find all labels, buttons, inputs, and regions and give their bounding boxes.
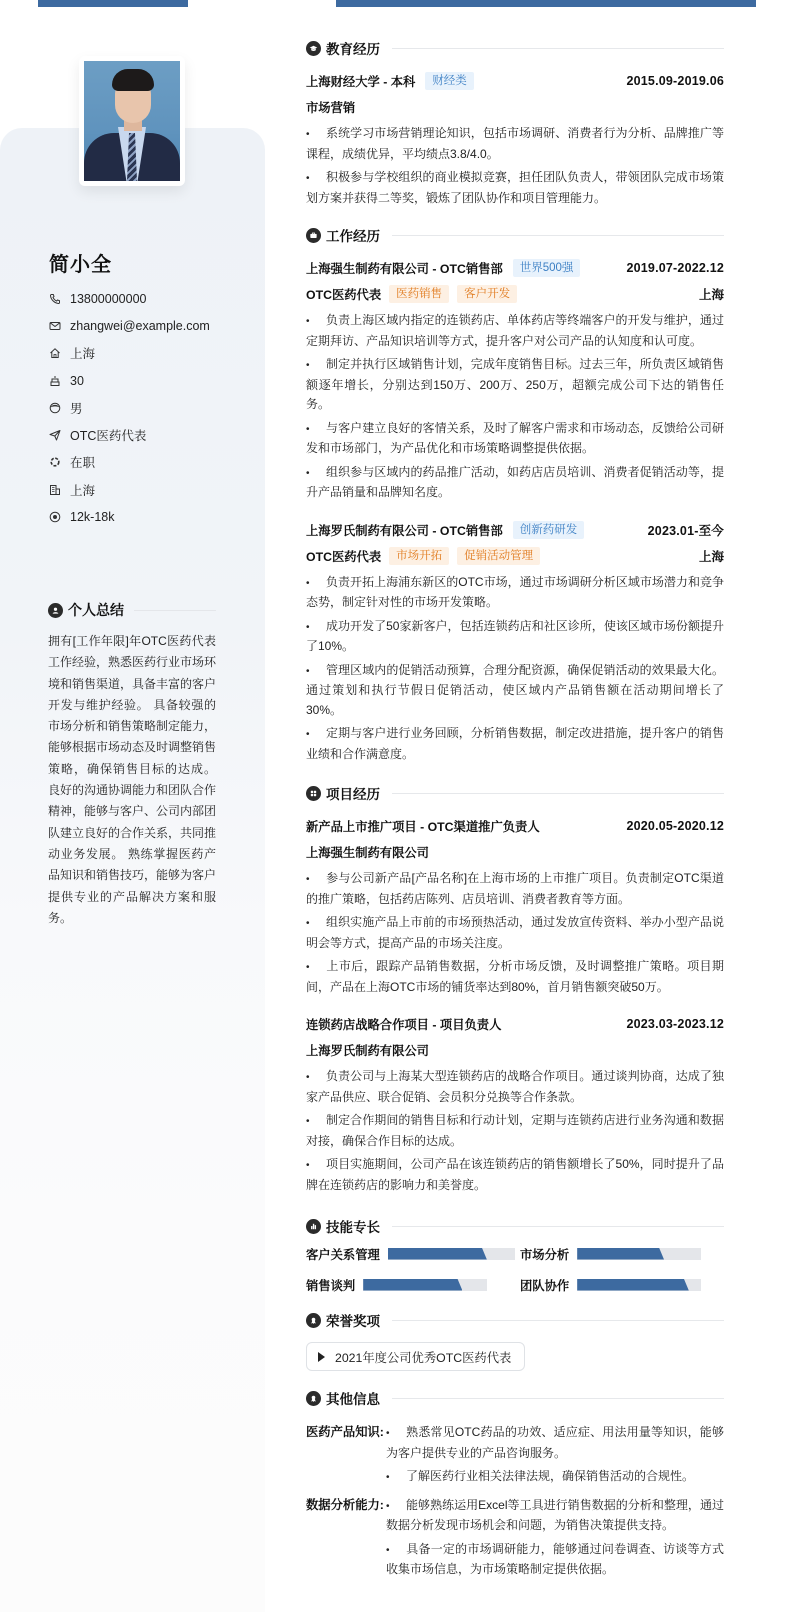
- phone-icon: [48, 292, 62, 306]
- avatar: [79, 56, 185, 186]
- home-icon: [48, 346, 62, 360]
- project-entry-header: [306, 1011, 724, 1037]
- summary-text: 拥有[工作年限]年OTC医药代表工作经验，熟悉医药行业市场环境和销售渠道，具备丰富的客户开发与维护经验。 具备较强的市场分析和销售策略制定能力，能够根据市场动态及时调整销售策略，确保销售目标的达成。 良好的沟通协调能力和团队合作精神，能够与客户、公司内部团队建立良好的合作关系，共同推动业务发展。 熟练掌握医药产品知识和销售技巧，能够为客户提供专业的产品解决方案和服务。: [48, 634, 217, 925]
- divider: [392, 48, 724, 49]
- project-name: 连锁药店战略合作项目 - 项目负责人: [306, 1018, 502, 1032]
- building-icon: [48, 483, 62, 497]
- triangle-right-icon: [318, 1352, 325, 1362]
- list-item: • 组织参与区域内的药品推广活动，如药店店员培训、消费者促销活动等，提升产品销量和品牌知名度。: [306, 464, 724, 499]
- project-name: 新产品上市推广项目 - OTC渠道推广负责人: [306, 820, 540, 834]
- divider: [134, 610, 216, 611]
- header-accent-bar-left: [38, 0, 188, 7]
- education-entry-header: [306, 68, 724, 94]
- age-icon: [48, 374, 62, 388]
- contact-gender: 男: [48, 394, 210, 421]
- skills-section: [306, 1215, 724, 1295]
- award-item: 2021年度公司优秀OTC医药代表: [306, 1342, 525, 1371]
- work-section-header: 工作经历: [306, 224, 724, 246]
- skill-tag: 促销活动管理: [457, 547, 540, 565]
- list-item: • 参与公司新产品[产品名称]在上海市场的上市推广项目。负责制定OTC渠道的推广策略，包括药店陈列、店员培训、消费者教育等方面。: [306, 871, 724, 906]
- project-company-row: [306, 1037, 724, 1063]
- project-grid-icon: [306, 786, 321, 801]
- skill-bar-fill: [577, 1279, 689, 1291]
- contact-home: 上海: [48, 340, 210, 367]
- company-name: 上海罗氏制药有限公司 - OTC销售部: [306, 523, 503, 538]
- skill-bar: [363, 1279, 487, 1291]
- divider: [392, 235, 724, 236]
- list-item: • 能够熟练运用Excel等工具进行销售数据的分析和整理，通过数据分析发现市场机会和问题，为销售决策提供支持。: [386, 1497, 724, 1532]
- gender-icon: [48, 401, 62, 415]
- project-company: 上海强生制药有限公司: [306, 846, 429, 860]
- divider: [392, 1226, 724, 1227]
- skill-tag: 市场开拓: [389, 547, 449, 565]
- graduation-cap-icon: [306, 41, 321, 56]
- briefcase-icon: [306, 228, 321, 243]
- candidate-name: 简小全: [49, 254, 112, 276]
- work-role-row: [306, 543, 724, 569]
- skill-bar: [577, 1279, 701, 1291]
- work-location: 上海: [698, 288, 724, 302]
- awards-section: [306, 1309, 724, 1371]
- list-item: • 具备一定的市场调研能力，能够通过问卷调查、访谈等方式收集市场信息，为市场策略制定提供依据。: [386, 1541, 724, 1576]
- list-item: • 负责公司与上海某大型连锁药店的战略合作项目。通过谈判协商，达成了独家产品供应、联合促销、会员积分兑换等合作条款。: [306, 1069, 724, 1104]
- list-item: • 负责开拓上海浦东新区的OTC市场，通过市场调研分析区域市场潜力和竞争态势，制定针对性的市场开发策略。: [306, 574, 724, 609]
- list-item: • 系统学习市场营销理论知识，包括市场调研、消费者行为分析、品牌推广等课程，成绩优异，平均绩点3.8/4.0。: [306, 126, 724, 161]
- contact-status: 在职: [48, 449, 210, 476]
- list-item: • 积极参与学校组织的商业模拟竞赛，担任团队负责人，带领团队完成市场策划方案并获得二等奖，锻炼了团队协作和项目管理能力。: [306, 170, 724, 205]
- skill-tag: 医药销售: [389, 285, 449, 303]
- skill-item: 销售谈判: [306, 1274, 520, 1295]
- list-item: • 管理区域内的促销活动预算，合理分配资源，确保促销活动的效果最大化。通过策划和执行节假日促销活动，使区域内产品销售额在活动期间增长了30%。: [306, 662, 724, 717]
- major-row: [306, 94, 724, 120]
- project-company-row: [306, 839, 724, 865]
- work-location: 上海: [698, 549, 724, 564]
- list-item: • 上市后，跟踪产品销售数据，分析市场反馈，及时调整推广策略。项目期间，产品在上海OTC市场的铺货率达到80%，首月销售额突破50万。: [306, 959, 724, 994]
- school-tag: 财经类: [425, 72, 474, 90]
- status-icon: [48, 455, 62, 469]
- divider: [392, 1320, 724, 1321]
- contact-city: 上海: [48, 476, 210, 503]
- education-section-header: 教育经历: [306, 37, 724, 59]
- list-item: • 组织实施产品上市前的市场预热活动，通过发放宣传资料、举办小型产品说明会等方式，提高产品的市场关注度。: [306, 915, 724, 950]
- list-item: • 制定合作期间的销售目标和行动计划，定期与连锁药店进行业务沟通和数据对接，确保合作目标的达成。: [306, 1113, 724, 1148]
- main-content: [306, 37, 724, 1584]
- summary-section-header: [48, 600, 216, 620]
- award-icon: [306, 1313, 321, 1328]
- company-tag: 世界500强: [513, 259, 581, 277]
- divider: [392, 1398, 724, 1399]
- skill-bar: [577, 1248, 701, 1260]
- major: 市场营销: [306, 101, 356, 115]
- skill-item: 客户关系管理: [306, 1243, 520, 1264]
- work-bullets: [306, 311, 724, 503]
- skill-bar-fill: [363, 1279, 462, 1291]
- work-role-row: [306, 281, 724, 307]
- project-date: 2023.03-2023.12: [626, 1017, 724, 1031]
- skill-item: 市场分析: [520, 1243, 720, 1264]
- skills-section-header: 技能专长: [306, 1215, 724, 1237]
- list-item: • 了解医药行业相关法律法规，确保销售活动的合规性。: [386, 1469, 695, 1483]
- contact-list: [48, 285, 210, 531]
- skill-tag: 客户开发: [457, 285, 517, 303]
- contact-target-position: OTC医药代表: [48, 421, 210, 448]
- work-date: 2023.01-至今: [647, 523, 724, 538]
- info-badge-icon: [306, 1391, 321, 1406]
- project-entry-header: [306, 813, 724, 839]
- work-date: 2019.07-2022.12: [626, 261, 724, 275]
- work-entry-header: [306, 517, 724, 543]
- company-tag: 创新药研发: [513, 521, 585, 539]
- job-role: OTC医药代表: [306, 549, 382, 564]
- list-item: • 项目实施期间，公司产品在该连锁药店的销售额增长了50%，同时提升了品牌在连锁药店的影响力和美誉度。: [306, 1157, 724, 1192]
- contact-phone: 13800000000: [48, 285, 210, 312]
- project-bullets: [306, 1067, 724, 1195]
- job-role: OTC医药代表: [306, 288, 382, 302]
- work-bullets: [306, 573, 724, 765]
- company-name: 上海强生制药有限公司 - OTC销售部: [306, 262, 503, 276]
- education-bullets: [306, 124, 724, 208]
- user-icon: [48, 603, 63, 618]
- project-company: 上海罗氏制药有限公司: [306, 1044, 429, 1058]
- profile-photo: [84, 61, 180, 181]
- projects-section: [306, 782, 724, 1195]
- education-section: [306, 37, 724, 208]
- summary-title: 个人总结: [68, 602, 124, 618]
- other-info-section-header: 其他信息: [306, 1387, 724, 1409]
- salary-icon: [48, 510, 62, 524]
- list-item: • 制定并执行区域销售计划，完成年度销售目标。过去三年，所负责区域销售额逐年增长，分别达到150万、200万、250万，超额完成公司下达的销售任务。: [306, 357, 724, 411]
- email-icon: [48, 319, 62, 333]
- contact-email: zhangwei@example.com: [48, 312, 210, 339]
- contact-salary: 12k-18k: [48, 503, 210, 530]
- work-entry-header: [306, 255, 724, 281]
- project-date: 2020.05-2020.12: [626, 819, 724, 833]
- awards-section-header: 荣誉奖项: [306, 1309, 724, 1331]
- list-item: • 熟悉常见OTC药品的功效、适应症、用法用量等知识，能够为客户提供专业的产品咨询服务。: [386, 1425, 724, 1460]
- school-name: 上海财经大学 - 本科: [306, 75, 416, 89]
- education-date: 2015.09-2019.06: [626, 74, 724, 88]
- contact-age: 30: [48, 367, 210, 394]
- skill-bar: [388, 1248, 515, 1260]
- list-item: • 成功开发了50家新客户，包括连锁药店和社区诊所，使该区域市场份额提升了10%。: [306, 618, 724, 653]
- list-item: • 定期与客户进行业务回顾，分析销售数据，制定改进措施，提升客户的销售业绩和合作满意度。: [306, 726, 724, 761]
- divider: [392, 793, 724, 794]
- other-info-group: 数据分析能力: • 能够熟练运用Excel等工具进行销售数据的分析和整理，通过数据分析发现市场机会和问题，为销售决策提供支持。 • 具备一定的市场调研能力，能够通过问卷调查、访谈等方式收集市场信息，为市场策略制定提供依据。: [306, 1496, 724, 1584]
- skill-item: 团队协作: [520, 1274, 720, 1295]
- paper-plane-icon: [48, 428, 62, 442]
- skill-bar-fill: [577, 1248, 664, 1260]
- work-section: [306, 224, 724, 764]
- other-info-group: 医药产品知识: • 熟悉常见OTC药品的功效、适应症、用法用量等知识，能够为客户提供专业的产品咨询服务。 • 了解医药行业相关法律法规，确保销售活动的合规性。: [306, 1423, 724, 1492]
- other-info-section: [306, 1387, 724, 1584]
- project-bullets: [306, 869, 724, 997]
- skill-bar-fill: [388, 1248, 487, 1260]
- header-accent-bar-right: [336, 0, 756, 7]
- skills-grid: [306, 1243, 724, 1295]
- bar-chart-icon: [306, 1219, 321, 1234]
- list-item: • 负责上海区域内指定的连锁药店、单体药店等终端客户的开发与维护，通过定期拜访、产品知识培训等方式，提升客户对公司产品的认知度和认可度。: [306, 313, 724, 348]
- list-item: • 与客户建立良好的客情关系，及时了解客户需求和市场动态，反馈给公司研发和市场部门，为产品优化和市场策略调整提供依据。: [306, 420, 724, 455]
- projects-section-header: 项目经历: [306, 782, 724, 804]
